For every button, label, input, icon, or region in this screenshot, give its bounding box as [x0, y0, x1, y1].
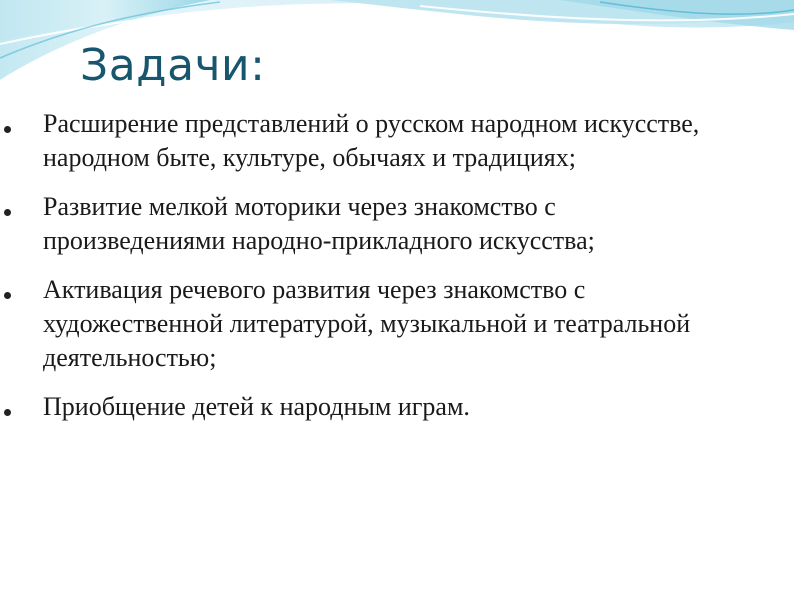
list-item-text: Расширение представлений о русском народном искусстве, народном быте, культуре, обычаях и традициях;: [43, 109, 700, 172]
list-item-text: Активация речевого развития через знакомство с художественной литературой, музыкальной и театральной деятельностью;: [43, 275, 691, 372]
bullet-icon: [4, 209, 11, 216]
bullet-icon: [4, 409, 11, 416]
list-item: [0, 190, 794, 258]
list-item-text: Развитие мелкой моторики через знакомство с произведениями народно-прикладного искусства;: [43, 192, 595, 255]
task-list: [0, 107, 794, 439]
list-item: [0, 273, 794, 375]
slide-title: Задачи:: [80, 40, 266, 91]
list-item: [0, 107, 794, 175]
bullet-icon: [4, 292, 11, 299]
list-item-text: Приобщение детей к народным играм.: [43, 392, 470, 421]
list-item: [0, 390, 794, 424]
bullet-icon: [4, 126, 11, 133]
